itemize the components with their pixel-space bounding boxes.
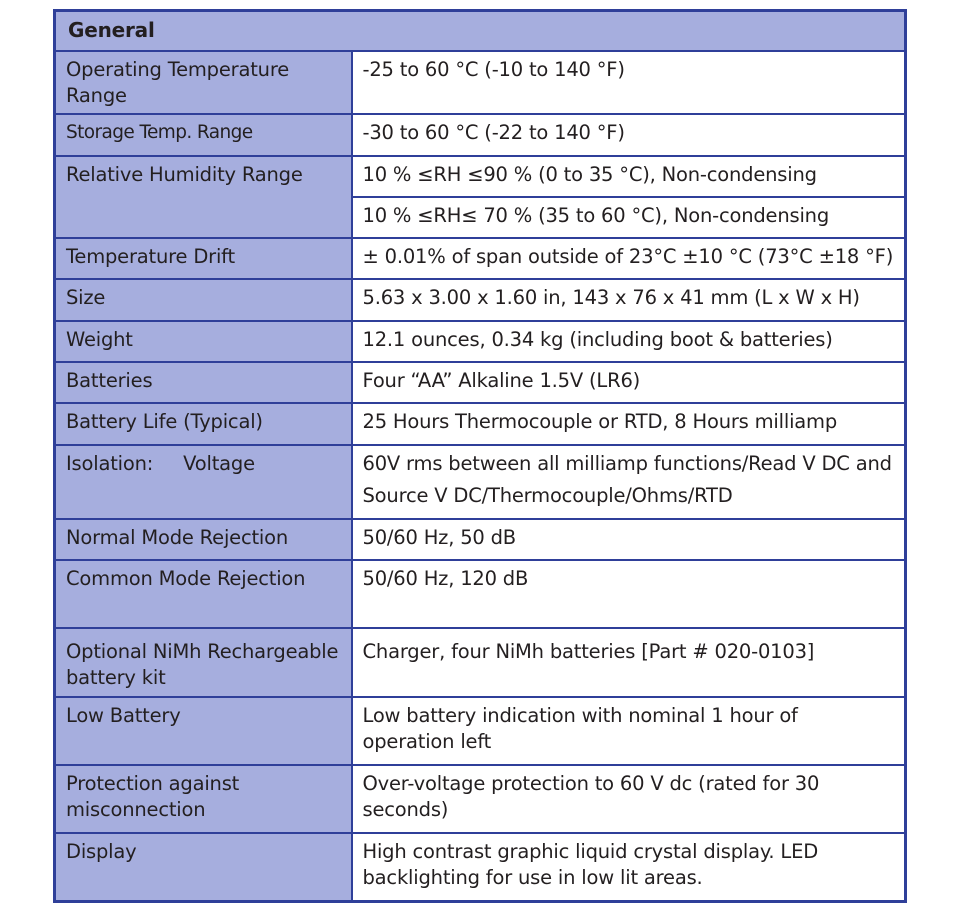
section-title: General <box>55 11 906 52</box>
table-row <box>55 114 906 156</box>
table-row <box>55 628 906 697</box>
row-value-secondary: 10 % ≤RH≤ 70 % (35 to 60 °C), Non-condensing <box>352 197 906 238</box>
row-label: Temperature Drift <box>55 238 352 279</box>
row-value: High contrast graphic liquid crystal display. LED backlighting for use in low lit areas. <box>352 833 906 901</box>
row-label: Storage Temp. Range <box>55 114 352 156</box>
row-label: Size <box>55 279 352 321</box>
row-value: ± 0.01% of span outside of 23°C ±10 °C (73°C ±18 °F) <box>352 238 906 279</box>
table-header-row <box>55 11 906 52</box>
row-value: 50/60 Hz, 50 dB <box>352 519 906 560</box>
general-spec-table <box>53 9 907 903</box>
row-label: Operating Temperature Range <box>55 51 352 114</box>
row-value: Over-voltage protection to 60 V dc (rated for 30 seconds) <box>352 765 906 833</box>
row-label: Isolation: Voltage <box>55 445 352 519</box>
row-label: Optional NiMh Rechargeable battery kit <box>55 628 352 697</box>
row-value: -30 to 60 °C (-22 to 140 °F) <box>352 114 906 156</box>
table-row <box>55 238 906 279</box>
row-value: 50/60 Hz, 120 dB <box>352 560 906 628</box>
table-row <box>55 156 906 197</box>
table-row <box>55 445 906 519</box>
row-label: Low Battery <box>55 697 352 765</box>
row-value: 5.63 x 3.00 x 1.60 in, 143 x 76 x 41 mm (L x W x H) <box>352 279 906 321</box>
row-label: Battery Life (Typical) <box>55 403 352 445</box>
table-row <box>55 279 906 321</box>
row-value: 10 % ≤RH ≤90 % (0 to 35 °C), Non-condensing <box>352 156 906 197</box>
row-label: Relative Humidity Range <box>55 156 352 238</box>
table-row <box>55 321 906 362</box>
row-label: Display <box>55 833 352 901</box>
row-value: Low battery indication with nominal 1 hour of operation left <box>352 697 906 765</box>
row-label: Common Mode Rejection <box>55 560 352 628</box>
table-row <box>55 403 906 445</box>
row-value: 60V rms between all milliamp functions/Read V DC and Source V DC/Thermocouple/Ohms/RTD <box>352 445 906 519</box>
row-label: Protection against misconnection <box>55 765 352 833</box>
row-value: 25 Hours Thermocouple or RTD, 8 Hours milliamp <box>352 403 906 445</box>
row-value: Charger, four NiMh batteries [Part # 020-0103] <box>352 628 906 697</box>
table-row <box>55 51 906 114</box>
row-value: 12.1 ounces, 0.34 kg (including boot & batteries) <box>352 321 906 362</box>
row-value: Four “AA” Alkaline 1.5V (LR6) <box>352 362 906 403</box>
table-row <box>55 765 906 833</box>
table-row <box>55 519 906 560</box>
row-label: Weight <box>55 321 352 362</box>
row-label: Batteries <box>55 362 352 403</box>
table-row <box>55 362 906 403</box>
table-row <box>55 697 906 765</box>
table-row <box>55 833 906 901</box>
row-value: -25 to 60 °C (-10 to 140 °F) <box>352 51 906 114</box>
table-row <box>55 560 906 628</box>
row-label: Normal Mode Rejection <box>55 519 352 560</box>
